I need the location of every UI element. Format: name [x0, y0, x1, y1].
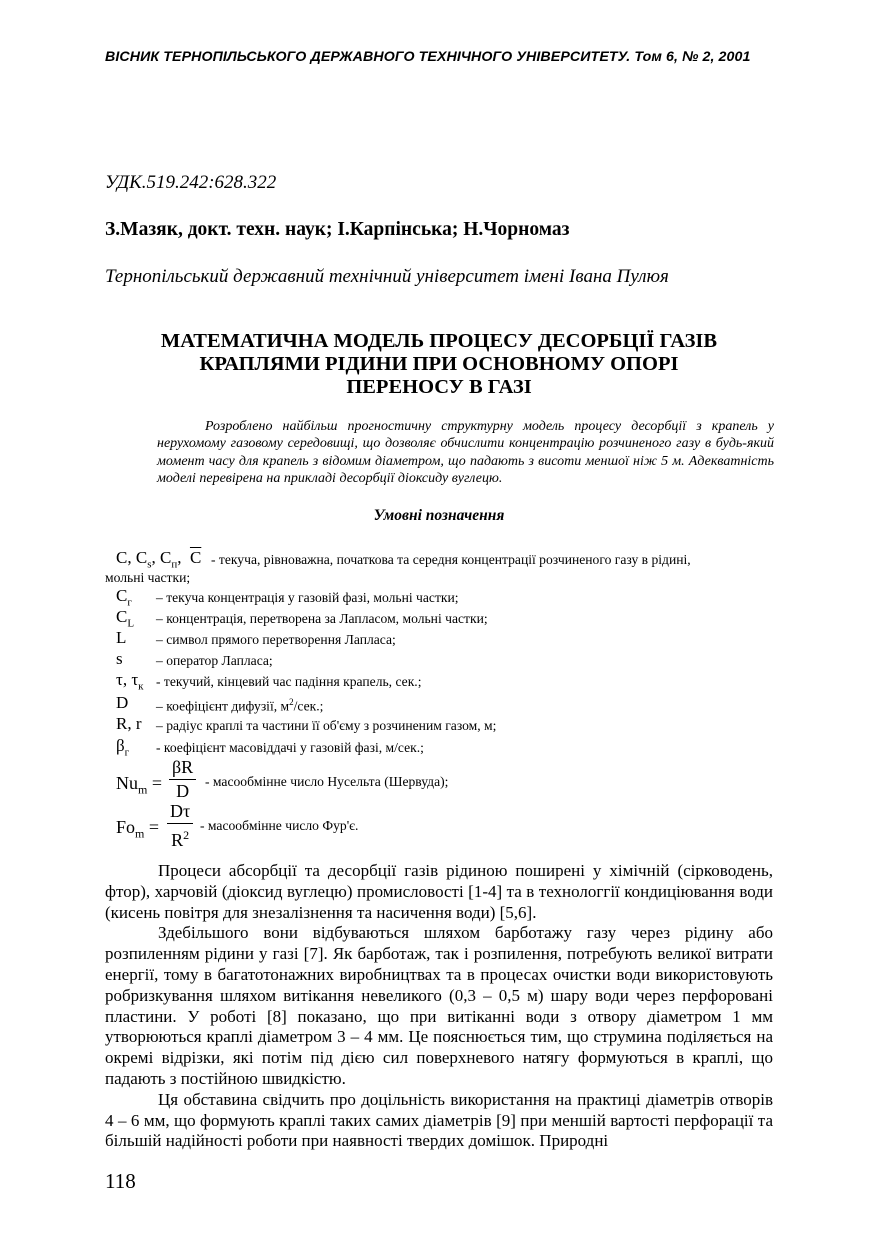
- notation-symbol-mass-transfer: $\beta_г$: [116, 736, 130, 759]
- notation-symbol-gas-concentration: $C_г$: [116, 586, 132, 609]
- notation-heading: Умовні позначення: [373, 507, 505, 524]
- title-line-2: КРАПЛЯМИ РІДИНИ ПРИ ОСНОВНОМУ ОПОРІ: [199, 353, 679, 375]
- notation-symbol-concentrations: C, $C_s$, $C_п$, $\overline{C}$: [116, 548, 202, 571]
- title-line-1: МАТЕМАТИЧНА МОДЕЛЬ ПРОЦЕСУ ДЕСОРБЦІЇ ГАЗІВ: [160, 330, 718, 352]
- authors: З.Мазяк, докт. техн. наук; І.Карпінська; Н.Чорномаз: [105, 219, 570, 240]
- nusselt-desc: - масообмінне число Нусельта (Шервуда);: [205, 774, 449, 789]
- journal-header: ВІСНИК ТЕРНОПІЛЬСЬКОГО ДЕРЖАВНОГО ТЕХНІЧНОГО УНІВЕРСИТЕТУ. Том 6, № 2, 2001: [105, 49, 751, 65]
- notation-desc-laplace: – символ прямого перетворення Лапласа;: [156, 632, 396, 647]
- nusselt-fraction: [169, 757, 196, 802]
- fourier-denominator: $R^2$: [171, 828, 190, 850]
- fourier-symbol: $Fo_m$ =: [116, 817, 160, 841]
- notation-desc-mass-transfer: - коефіцієнт масовіддачі у газовій фазі, м/сек.;: [156, 740, 424, 755]
- notation-desc-concentrations-cont: мольні частки;: [105, 570, 191, 585]
- fourier-desc: - масообмінне число Фур'є.: [200, 818, 359, 833]
- notation-desc-diffusion: – коефіцієнт дифузії, $м^2$/сек.;: [156, 697, 324, 714]
- nusselt-numerator: βR: [169, 757, 196, 780]
- nusselt-denominator: D: [176, 781, 190, 801]
- notation-desc-gas-concentration: – текуча концентрація у газовій фазі, мольні частки;: [156, 590, 459, 605]
- notation-desc-concentrations: - текуча, рівноважна, початкова та середня концентрації розчиненого газу в рідині,: [211, 552, 691, 567]
- nusselt-symbol: $Nu_m$ =: [116, 773, 162, 797]
- affiliation: Тернопільський державний технічний університет імені Івана Пулюя: [105, 266, 669, 287]
- notation-desc-radius: – радіус краплі та частини її об'єму з розчиненим газом, м;: [156, 718, 497, 733]
- notation-symbol-time: τ, $\tau_к$: [116, 670, 144, 693]
- udk-code: УДК.519.242:628.322: [105, 172, 277, 193]
- title-line-3: ПЕРЕНОСУ В ГАЗІ: [346, 376, 532, 398]
- notation-desc-operator: – оператор Лапласа;: [156, 653, 273, 668]
- notation-desc-laplace-concentration: – концентрація, перетворена за Лапласом, мольні частки;: [156, 611, 488, 626]
- paragraph-2: Здебільшого вони відбуваються шляхом барботажу газу через рідину або розпиленням рідини у газі [7]. Як барботаж, так і розпилення, потребують великої витрати енергії, тому в багатотонажних виробництвах та в процесах очистки води використовують робризкування шляхом витікання невеликого (0,3 – 0,5 м) шару води через перфоровані пластини. У роботі [8] показано, що при витіканні води з отвору діаметром 1 мм утворюються краплі діаметром 3 – 4 мм. Це пояснюється тим, що струмина поділяється на окремі відрізки, які потім під дією сил поверхневого натягу формуються в краплі, що падають з постійною швидкістю.: [105, 923, 773, 1088]
- paragraph-3: Ця обставина свідчить про доцільність використання на практиці діаметрів отворів 4 – 6 мм, що формують краплі таких самих діаметрів [9] при меншій вартості перфорації та більшій надійності роботи при наявності твердих домішок. Природні: [105, 1089, 773, 1151]
- paragraph-1: Процеси абсорбції та десорбції газів рідиною поширені у хімічній (сірководень, фтор), харчовій (діоксид вуглецю) промисловості [1-4] та в технологгії кондиціювання води (кисень повітря для знезалізнення та насичення води) [5,6].: [105, 861, 773, 922]
- page-number: 118: [105, 1169, 136, 1193]
- notation-desc-time: - текучий, кінцевий час падіння крапель, сек.;: [156, 674, 422, 689]
- abstract: Розроблено найбільш прогностичну структурну модель процесу десорбції з крапель у нерухомому газовому середовищі, що дозволяє обчислити концентрацію розчиненого газу в будь-який момент часу для крапель з відомим діаметром, що падають з висоти меншої ніж 5 м. Адекватність моделі перевірена на прикладі десорбції діоксиду вуглецю.: [157, 419, 774, 487]
- fourier-fraction: [167, 801, 193, 851]
- fourier-numerator: Dτ: [167, 801, 193, 824]
- notation-symbol-laplace-concentration: $C_L$: [116, 607, 135, 630]
- body-text: [105, 861, 773, 1152]
- paper-title: [105, 330, 773, 399]
- notation-symbol-radius: R, r: [116, 714, 142, 733]
- notation-symbol-operator: s: [116, 649, 123, 668]
- notation-symbol-laplace: L: [116, 628, 127, 647]
- notation-symbol-diffusion: D: [116, 693, 129, 712]
